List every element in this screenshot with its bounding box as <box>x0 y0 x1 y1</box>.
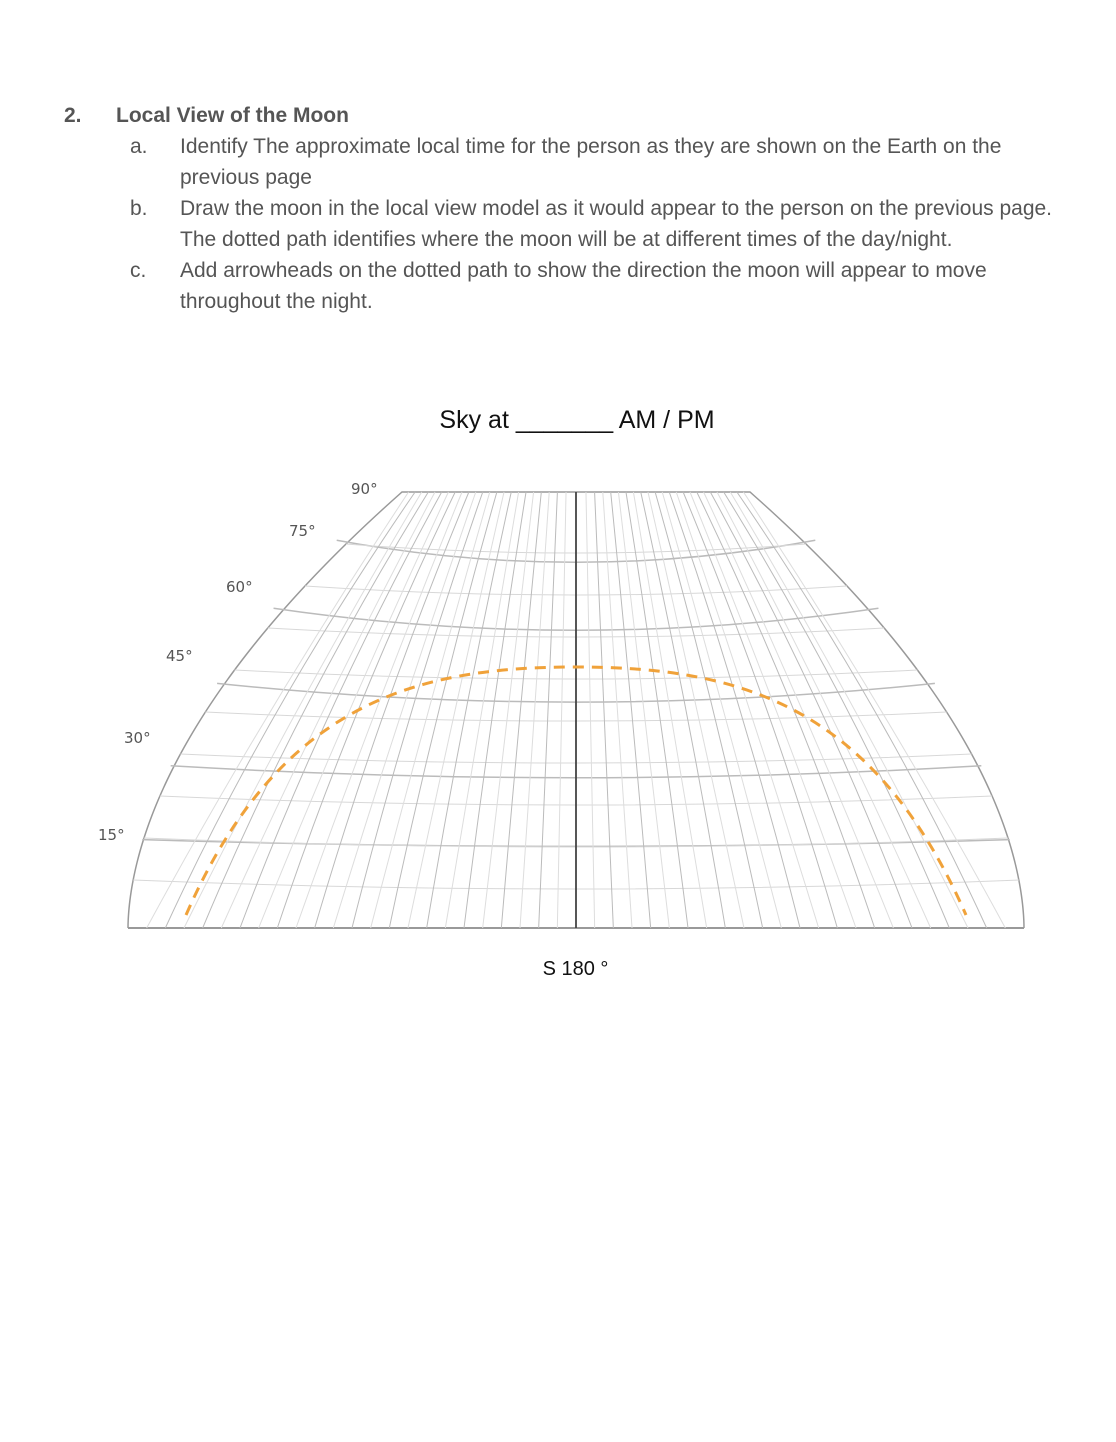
azimuth-meridian-minor <box>184 492 422 928</box>
azimuth-meridian-minor <box>618 492 669 928</box>
azimuth-meridian-minor <box>730 492 968 928</box>
item-letter: a. <box>130 135 148 158</box>
altitude-label-15: 15° <box>98 826 125 844</box>
azimuth-meridian-minor <box>333 492 475 928</box>
azimuth-meridian <box>315 492 469 928</box>
azimuth-meridian-minor <box>296 492 462 928</box>
azimuth-meridian-minor <box>676 492 818 928</box>
altitude-label-30: 30° <box>124 729 151 747</box>
south-direction-label: S 180 ° <box>542 958 609 980</box>
azimuth-meridian <box>203 492 429 928</box>
question-number: 2. <box>64 104 82 127</box>
item-letter: c. <box>130 259 147 282</box>
sky-title: Sky at _______ AM / PM <box>439 406 715 434</box>
azimuth-meridian <box>724 492 950 928</box>
question-title: Local View of the Moon <box>116 104 349 127</box>
azimuth-meridian <box>595 492 614 928</box>
altitude-label-75: 75° <box>289 522 316 540</box>
azimuth-meridian <box>626 492 688 928</box>
azimuth-meridian <box>240 492 442 928</box>
azimuth-meridian <box>655 492 763 928</box>
item-text: Add arrowheads on the dotted path to show the direction the moon will appear to move throughout the night. <box>180 259 987 313</box>
item-letter: b. <box>130 197 148 220</box>
altitude-label-60: 60° <box>226 578 253 596</box>
azimuth-meridian-minor <box>483 492 534 928</box>
altitude-azimuth-grid <box>128 492 1024 928</box>
azimuth-meridian <box>683 492 837 928</box>
item-text: Draw the moon in the local view model as it would appear to the person on the previous page. The dotted path identifies where the moon will be at different times of the day/night. <box>180 197 1053 251</box>
azimuth-meridian <box>165 492 415 928</box>
altitude-label-90: 90° <box>351 480 378 498</box>
azimuth-meridian <box>737 492 987 928</box>
altitude-label-45: 45° <box>166 647 193 665</box>
azimuth-meridian <box>710 492 912 928</box>
item-text: Identify The approximate local time for the person as they are shown on the Earth on the previous page <box>180 135 1002 189</box>
azimuth-meridian-minor <box>557 492 566 928</box>
azimuth-meridian <box>539 492 558 928</box>
azimuth-meridian-minor <box>690 492 856 928</box>
azimuth-meridian <box>389 492 497 928</box>
azimuth-meridian-minor <box>586 492 595 928</box>
azimuth-meridian <box>464 492 526 928</box>
